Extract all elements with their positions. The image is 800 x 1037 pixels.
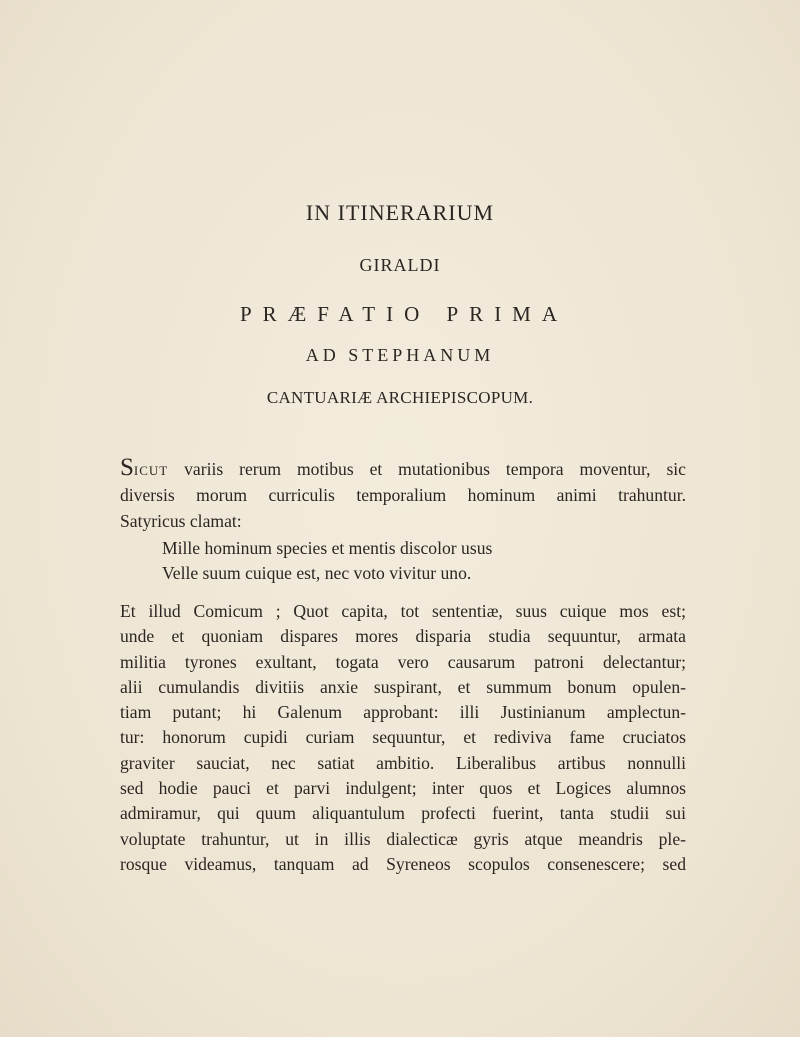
paragraph-line: rosque videamus, tanquam ad Syreneos scopulos consenescere; sed <box>120 853 686 874</box>
opening-paragraph <box>120 455 686 534</box>
paragraph-line-text: variis rerum motibus et mutationibus tempora moventur, sic <box>168 459 686 479</box>
paragraph-line: admiramur, qui quum aliquantulum profecti fuerint, tanta studii sui <box>120 803 686 824</box>
paragraph-line: militia tyrones exultant, togata vero causarum patroni delectantur; <box>120 651 686 672</box>
title-line-2: GIRALDI <box>359 255 441 275</box>
paragraph-line: sed hodie pauci et parvi indulgent; inter quos et Logices alumnos <box>120 778 686 799</box>
paragraph-line: tiam putant; hi Galenum approbant: illi Justinianum amplectun- <box>120 702 686 723</box>
main-paragraph <box>120 599 686 877</box>
paragraph-line: alii cumulandis divitiis anxie suspirant, et summum bonum opulen- <box>120 676 686 697</box>
verse-line: Velle suum cuique est, nec voto vivitur uno. <box>162 563 472 583</box>
small-caps-word: ICUT <box>133 463 169 478</box>
paragraph-line: voluptate trahuntur, ut in illis dialecticæ gyris atque meandris ple- <box>120 828 686 849</box>
verse-line: Mille hominum species et mentis discolor usus <box>162 538 493 558</box>
paragraph-line: diversis morum curriculis temporalium hominum animi trahuntur. <box>120 485 686 506</box>
paragraph-line: Satyricus clamat: <box>120 510 242 531</box>
paragraph-line: Et illud Comicum ; Quot capita, tot sententiæ, suus cuique mos est; <box>120 601 686 621</box>
verse-quotation <box>162 536 492 586</box>
paragraph-line <box>120 455 686 483</box>
drop-cap: S <box>120 454 134 481</box>
title-line-1: IN ITINERARIUM <box>305 200 495 225</box>
paragraph-line: unde et quoniam dispares mores disparia studia sequuntur, armata <box>120 626 686 647</box>
paragraph-line: graviter sauciat, nec satiat ambitio. Liberalibus artibus nonnulli <box>120 752 686 773</box>
section-title: PRÆFATIO PRIMA <box>239 302 569 326</box>
dedication-line-2: CANTUARIÆ ARCHIEPISCOPUM. <box>266 388 534 407</box>
dedication-line-1: AD STEPHANUM <box>305 345 495 365</box>
paragraph-line: tur: honorum cupidi curiam sequuntur, et rediviva fame cruciatos <box>120 727 686 748</box>
